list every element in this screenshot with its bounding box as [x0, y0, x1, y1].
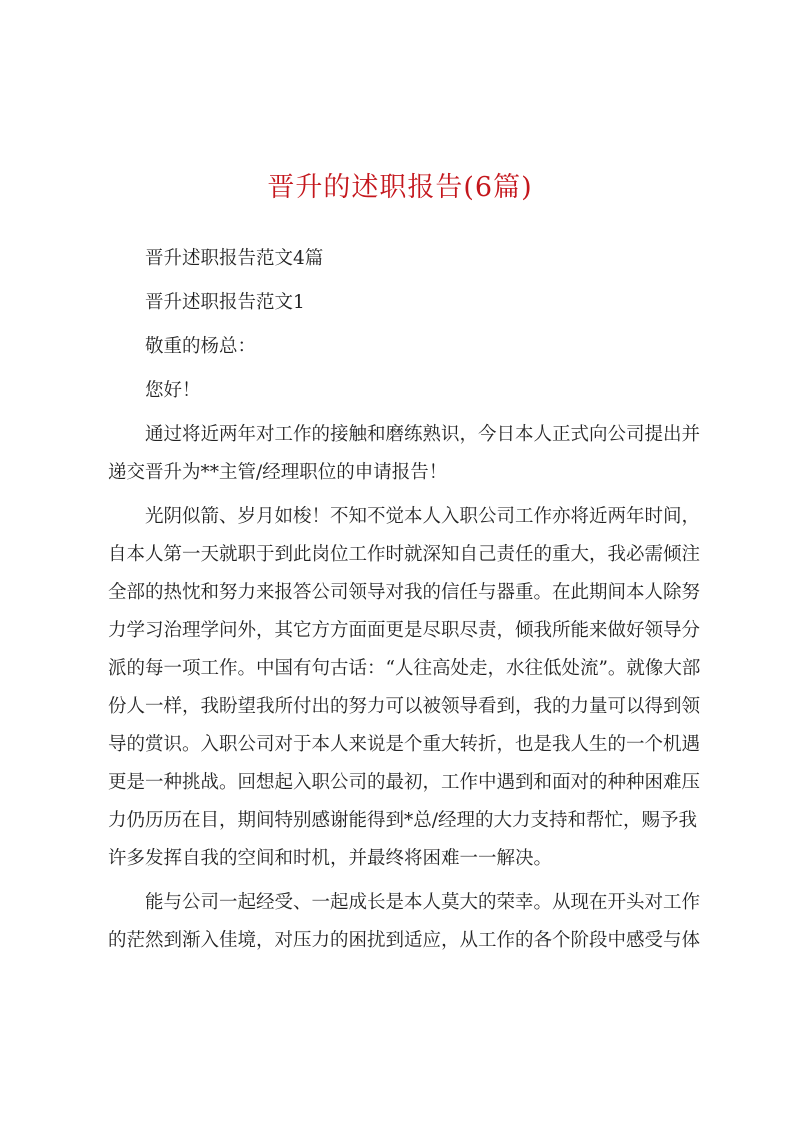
document-title: 晋升的述职报告(6篇)	[267, 172, 533, 203]
paragraph-line: 自本人第一天就职于到此岗位工作时就深知自己责任的重大，我必需倾注	[108, 544, 700, 565]
subtitle-line: 晋升述职报告范文4篇	[145, 248, 324, 269]
paragraph-line: 全部的热忱和努力来报答公司领导对我的信任与器重。在此期间本人除努	[108, 582, 700, 603]
paragraph-1	[108, 416, 700, 492]
section-line: 晋升述职报告范文1	[145, 292, 305, 313]
paragraph-line: 力学习治理学问外，其它方方面面更是尽职尽责，倾我所能来做好领导分	[108, 620, 700, 641]
paragraph-line: 的茫然到渐入佳境，对压力的困扰到适应，从工作的各个阶段中感受与体	[108, 930, 700, 951]
paragraph-line: 通过将近两年对工作的接触和磨练熟识，今日本人正式向公司提出并	[145, 424, 700, 445]
paragraph-line: 递交晋升为**主管/经理职位的申请报告！	[108, 462, 448, 483]
paragraph-line: 导的赏识。入职公司对于本人来说是个重大转折，也是我人生的一个机遇	[108, 734, 700, 755]
salutation: 敬重的杨总：	[145, 336, 257, 357]
paragraph-2	[108, 498, 700, 878]
paragraph-line: 许多发挥自我的空间和时机，并最终将困难一一解决。	[108, 848, 553, 869]
document-body	[108, 240, 700, 966]
paragraph-line: 更是一种挑战。回想起入职公司的最初，工作中遇到和面对的种种困难压	[108, 772, 700, 793]
greeting: 您好！	[145, 380, 201, 401]
paragraph-line: 派的每一项工作。中国有句古话：“人往高处走，水往低处流”。就像大部	[108, 658, 700, 679]
paragraph-line: 光阴似箭、岁月如梭！不知不觉本人入职公司工作亦将近两年时间，	[145, 506, 700, 527]
paragraph-3	[108, 884, 700, 960]
paragraph-line: 能与公司一起经受、一起成长是本人莫大的荣幸。从现在开头对工作	[145, 892, 700, 913]
paragraph-line: 力仍历历在目，期间特别感谢能得到*总/经理的大力支持和帮忙，赐予我	[108, 810, 697, 831]
paragraph-line: 份人一样，我盼望我所付出的努力可以被领导看到，我的力量可以得到领	[108, 696, 700, 717]
